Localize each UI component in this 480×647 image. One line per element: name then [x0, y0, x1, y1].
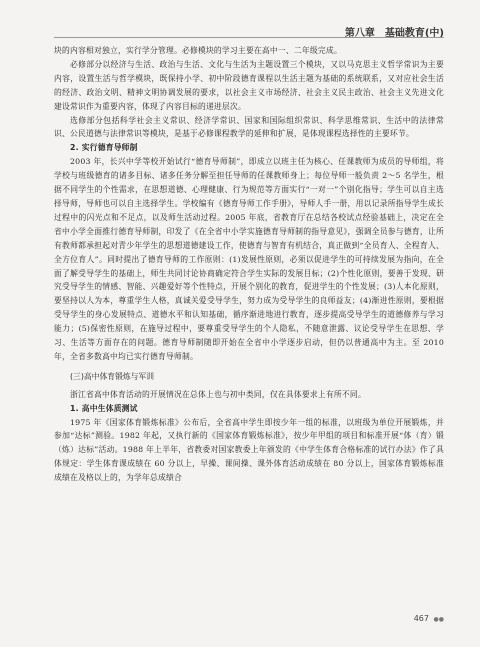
page-number: 467 — [413, 614, 429, 623]
paragraph: 必修部分以经济与生活、政治与生活、文化与生活为主题设置三个模块，又以马克思主义哲学常识为主要内容，设置生活与哲学模块，既保持小学、初中阶段德育课程以生活主题为基础的系统联系，又对应社会生活的经济、政治文明、精神文明协调发展的要求，以社会主义市场经济、社会主义民主政治、社会主义先进文化建设常识作为重要内容，体现了内容目标的递进层次。 — [54, 59, 444, 111]
subsection-heading: 1. 高中生体质测试 — [70, 403, 138, 413]
section-heading: (三)高中体育锻炼与军训 — [70, 371, 155, 381]
page-footer — [414, 614, 444, 623]
page-body — [54, 44, 444, 485]
paragraph: 2003 年，长兴中学等校开始试行“德育导师制”，即成立以班主任为核心、任课教师为成员的导师组，将学校与班级德育的诸多目标、诸多任务分解至担任导师的任课教师身上；每位导师一般负责 2～5 名学生，根据不同学生的个性需求，在思想道德、心理健康、行为规范等方面实行“一对一”个别化指导；学生可以自主选择导师，导师也可以自主选择学生。学校编有《德育导师工作手册》，导师人手一册，用以记录所指导学生成长过程中的闪光点和不足点，以及师生活动过程。2005 年底，省教育厅在总结各校试点经验基础上，决定在全省中小学全面推行德育导师制，印发了《在全省中小学实施德育导师制的指导意见》，强调全员参与德育，让所有教师都承担起对青少年学生的思想道德建设工作，使德育与智育有机结合，真正做到“全员育人、全程育人、全方位育人”。同时提出了德育导师的工作原则：(1)发展性原则，必须以促进学生的可持续发展为指向，在全面了解受导学生的基础上，师生共同讨论协商确定符合学生实际的发展目标；(2)个性化原则，要善于发现、研究受导学生的情感、智能、兴趣爱好等个性特点，开展个别化的教育，促进学生的个性发展；(3)人本化原则，要坚持以人为本，尊重学生人格，真诚关爱受导学生，努力成为受导学生的良师益友；(4)渐进性原则，要根据受导学生的身心发展特点、道德水平和认知基础，循序渐进地进行教育，逐步提高受导学生的道德修养与学习能力；(5)保密性原则，在施导过程中，要尊重受导学生的个人隐私，不随意泄露、议论受导学生在思想、学习、生活等方面存在的问题。德育导师制随即开始在全省中小学逐步启动，但仍以普通高中为主。至 2010 年，全省多数高中均已实行德育导师制。 — [54, 157, 444, 361]
paragraph: 块的内容相对独立，实行学分管理。必修模块的学习主要在高中一、二年级完成。 — [54, 46, 342, 55]
page-marker: ●● — [433, 616, 444, 623]
header-rule — [54, 37, 444, 38]
chapter-header: 第八章 基础教育(中) — [344, 28, 444, 39]
paragraph: 选修部分包括科学社会主义常识、经济学常识、国家和国际组织常识、科学思维常识、生活中的法律常识、公民道德与法律常识等模块，是基于必修课程教学的延伸和扩展，是体现课程选择性的主要环节。 — [54, 115, 444, 139]
paragraph: 1975 年《国家体育锻炼标准》公布后，全省高中学生即按少年一组的标准，以班级为单位开展锻炼，并参加“达标”测验。1982 年起，又执行新的《国家体育锻炼标准》，按少年甲组的项目和标准开展“体（育）锻（炼）达标”活动。1988 年上半年，省教委对国家教委上年颁发的《中学生体育合格标准的试行办法》作了具体规定：学生体育课成绩在 60 分以上，早操、课间操、课外体育活动成绩在 80 分以上，国家体育锻炼标准成绩在及格以上的，为学年总成绩合 — [54, 417, 444, 483]
section-heading: 2. 实行德育导师制 — [70, 143, 138, 153]
paragraph: 浙江省高中体育活动的开展情况在总体上也与初中类同，仅在具体要求上有所不同。 — [70, 389, 366, 399]
